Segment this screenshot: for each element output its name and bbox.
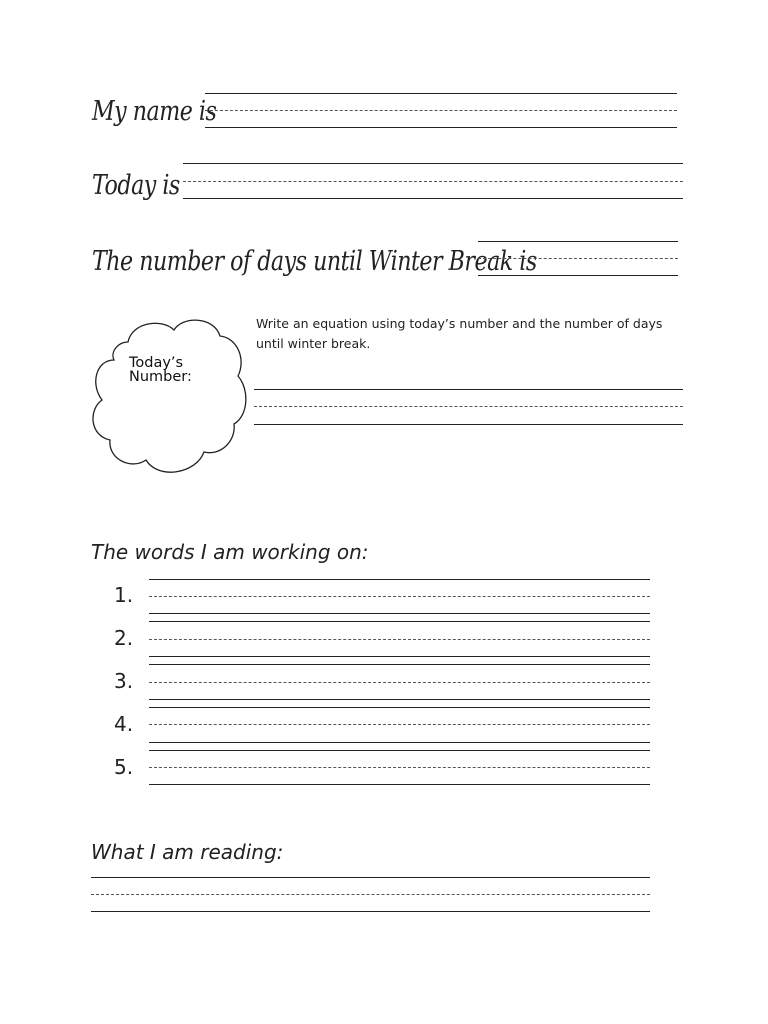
todays-number-label-line1: Today’s <box>129 355 184 371</box>
name-label: My name is <box>92 96 217 127</box>
todays-number-label-line2: Number: <box>129 369 192 385</box>
reading-heading: What I am reading: <box>91 840 284 864</box>
words-heading: The words I am working on: <box>91 540 369 564</box>
todays-number-label <box>129 356 192 384</box>
word-number-4: 4. <box>114 712 134 736</box>
word-number-3: 3. <box>114 669 134 693</box>
equation-prompt: Write an equation using today’s number and the number of days until winter break. <box>256 316 663 351</box>
today-label: Today is <box>92 170 180 201</box>
word-number-1: 1. <box>114 583 134 607</box>
todays-number-cloud <box>88 314 248 480</box>
word-number-2: 2. <box>114 626 134 650</box>
days-until-break-label: The number of days until Winter Break is <box>92 246 537 277</box>
word-number-5: 5. <box>114 755 134 779</box>
